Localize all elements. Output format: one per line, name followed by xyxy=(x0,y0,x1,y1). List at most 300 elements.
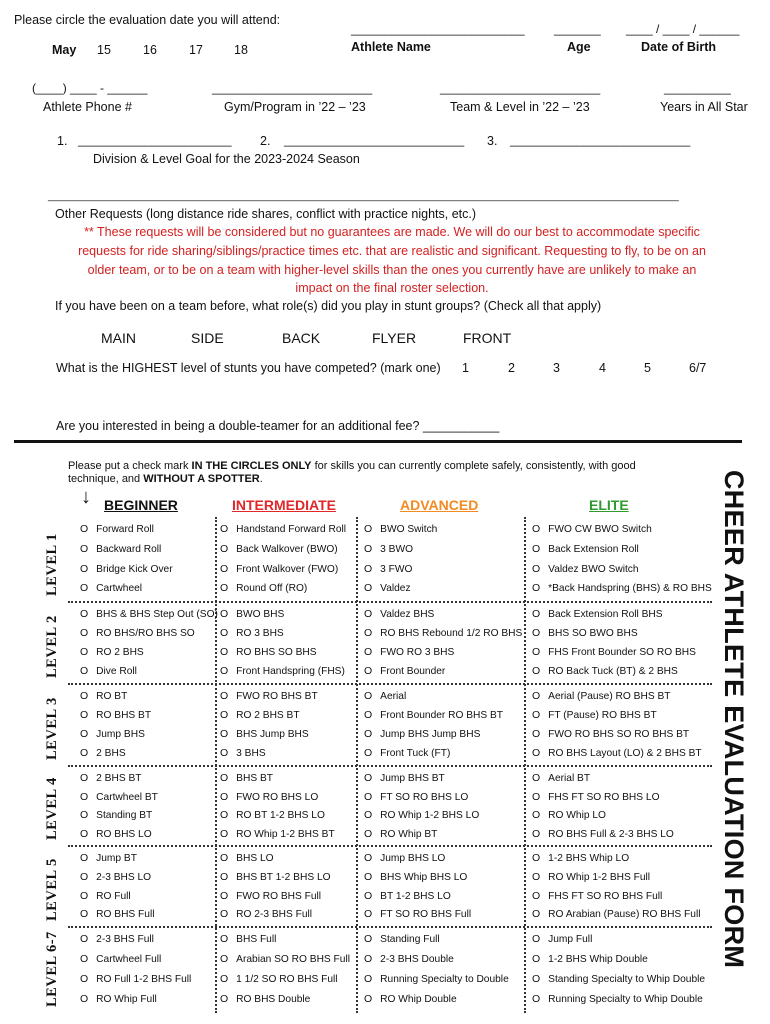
skill-item[interactable] xyxy=(364,582,411,594)
skill-item[interactable] xyxy=(220,852,274,864)
skill-label: Handstand Forward Roll xyxy=(236,524,347,535)
skill-item[interactable] xyxy=(220,953,350,965)
check-circle[interactable]: O xyxy=(80,747,89,759)
stunt-level-question: What is the HIGHEST level of stunts you have competed? (mark one) xyxy=(56,361,441,375)
role-main[interactable]: MAIN xyxy=(101,330,136,346)
skill-label: Jump BHS xyxy=(96,729,145,740)
skill-item[interactable] xyxy=(220,747,266,759)
skill-label: 3 FWO xyxy=(380,563,413,575)
skill-item[interactable] xyxy=(220,828,335,840)
skill-item[interactable] xyxy=(220,890,321,902)
check-circle[interactable]: O xyxy=(532,852,541,864)
skill-item[interactable] xyxy=(532,709,657,721)
check-circle[interactable]: O xyxy=(220,809,229,821)
check-circle[interactable]: O xyxy=(220,953,229,965)
requests-note-line-4: impact on the final roster selection. xyxy=(295,281,489,295)
skill-item[interactable] xyxy=(220,709,300,721)
skill-label: 2-3 BHS Double xyxy=(380,954,454,965)
date-option-18[interactable]: 18 xyxy=(234,43,248,57)
check-circle[interactable]: O xyxy=(364,908,373,921)
gym-field[interactable]: ________________________ xyxy=(212,81,373,95)
check-circle[interactable]: O xyxy=(80,646,89,658)
skill-label: 1-2 BHS Whip Double xyxy=(548,954,648,965)
skill-label: Bridge Kick Over xyxy=(96,563,173,575)
check-circle[interactable]: O xyxy=(80,933,89,945)
check-circle[interactable]: O xyxy=(532,993,541,1005)
level-label: LEVEL 6-7 xyxy=(44,931,60,1007)
check-circle[interactable]: O xyxy=(80,870,89,883)
role-flyer[interactable]: FLYER xyxy=(372,330,417,346)
check-circle[interactable]: O xyxy=(80,523,89,535)
check-circle[interactable]: O xyxy=(80,809,89,821)
check-circle[interactable]: O xyxy=(532,809,541,821)
check-circle[interactable]: O xyxy=(220,627,229,639)
check-circle[interactable]: O xyxy=(532,973,541,985)
check-circle[interactable]: O xyxy=(220,870,229,883)
skill-item[interactable] xyxy=(80,772,141,784)
skill-label: RO BHS Double xyxy=(236,994,311,1005)
check-circle[interactable]: O xyxy=(364,690,373,702)
skill-item[interactable] xyxy=(220,772,273,784)
check-circle[interactable]: O xyxy=(220,908,229,921)
skill-item[interactable] xyxy=(532,646,696,658)
check-circle[interactable]: O xyxy=(80,665,89,677)
skill-item[interactable] xyxy=(364,563,412,575)
check-circle[interactable]: O xyxy=(80,953,89,965)
skill-item[interactable] xyxy=(220,582,307,594)
skill-label: Front Walkover (FWO) xyxy=(236,563,339,575)
athlete-name-field[interactable]: __________________________ xyxy=(351,22,525,36)
check-circle[interactable]: O xyxy=(80,889,89,902)
check-circle[interactable]: O xyxy=(220,728,229,740)
check-circle[interactable]: O xyxy=(364,562,373,575)
check-circle[interactable]: O xyxy=(220,933,229,945)
skill-label: Jump BT xyxy=(96,853,137,864)
skill-label: FT SO RO BHS LO xyxy=(380,791,469,803)
check-circle[interactable]: O xyxy=(364,973,373,985)
check-circle[interactable]: O xyxy=(532,747,541,759)
check-circle[interactable]: O xyxy=(364,709,373,721)
skill-item[interactable] xyxy=(532,728,689,740)
requests-field[interactable]: ____________________________________________________________________________________________________________ xyxy=(48,190,679,202)
skill-label: RO BT xyxy=(96,691,128,702)
skill-item[interactable] xyxy=(80,852,137,864)
check-circle[interactable]: O xyxy=(220,827,229,840)
skill-item[interactable] xyxy=(80,523,154,535)
check-circle[interactable]: O xyxy=(364,953,373,965)
level-label: LEVEL 5 xyxy=(44,858,60,921)
skill-label: Jump BHS LO xyxy=(380,853,446,864)
stunt-level-5[interactable]: 5 xyxy=(644,361,651,375)
skill-label: BHS & BHS Step Out (SO) xyxy=(96,609,218,620)
skill-label: RO Whip 1-2 BHS LO xyxy=(380,810,480,821)
skill-item[interactable] xyxy=(80,665,137,677)
skill-label: FT SO RO BHS Full xyxy=(380,909,472,921)
check-circle[interactable]: O xyxy=(364,790,373,803)
skill-label: Running Specialty to Double xyxy=(380,974,509,985)
check-circle[interactable]: O xyxy=(364,809,373,821)
skill-label: RO BT 1-2 BHS LO xyxy=(236,810,325,821)
check-circle[interactable]: O xyxy=(80,827,89,840)
skill-item[interactable] xyxy=(364,772,445,784)
skills-instruction-line-2: technique, and WITHOUT A SPOTTER. xyxy=(68,473,263,485)
skill-item[interactable] xyxy=(364,543,413,555)
check-circle[interactable]: O xyxy=(532,772,541,784)
skill-label: Jump BHS BT xyxy=(380,773,445,784)
role-front[interactable]: FRONT xyxy=(463,330,512,346)
check-circle[interactable]: O xyxy=(364,993,373,1005)
skill-item[interactable] xyxy=(80,973,191,985)
skill-item[interactable] xyxy=(80,871,151,883)
skill-item[interactable] xyxy=(80,582,142,594)
check-circle[interactable]: O xyxy=(532,870,541,883)
check-circle[interactable]: O xyxy=(220,747,229,759)
skill-item[interactable] xyxy=(220,646,317,658)
role-back[interactable]: BACK xyxy=(282,330,321,346)
check-circle[interactable]: O xyxy=(80,542,89,555)
skill-item[interactable] xyxy=(220,809,325,821)
skill-item[interactable] xyxy=(80,908,154,920)
skill-item[interactable] xyxy=(220,871,331,883)
check-circle[interactable]: O xyxy=(532,933,541,945)
requests-label: Other Requests (long distance ride shares, conflict with practice nights, etc.) xyxy=(55,207,477,221)
check-circle[interactable]: O xyxy=(532,709,541,721)
check-circle[interactable]: O xyxy=(220,852,229,864)
skill-item[interactable] xyxy=(532,747,702,759)
skill-label: Aerial xyxy=(380,691,407,702)
skill-label: 3 BWO xyxy=(380,543,414,555)
skill-label: Jump BHS Jump BHS xyxy=(380,729,481,740)
skill-item[interactable] xyxy=(532,543,639,555)
check-circle[interactable]: O xyxy=(80,608,89,620)
stunt-level-2[interactable]: 2 xyxy=(508,361,515,375)
skill-item[interactable] xyxy=(80,709,151,721)
skill-label: RO BHS LO xyxy=(96,828,152,840)
check-circle[interactable]: O xyxy=(364,747,373,759)
skill-label: 2-3 BHS Full xyxy=(96,934,154,945)
check-circle[interactable]: O xyxy=(532,790,541,803)
skill-item[interactable] xyxy=(220,608,284,620)
skill-item[interactable] xyxy=(532,890,662,902)
check-circle[interactable]: O xyxy=(532,608,541,620)
skill-label: BHS BT xyxy=(236,773,273,784)
check-circle[interactable]: O xyxy=(532,542,541,555)
phone-label: Athlete Phone # xyxy=(43,100,132,114)
skill-label: Standing Full xyxy=(380,934,440,945)
stunt-level-6-7[interactable]: 6/7 xyxy=(689,361,707,375)
skill-item[interactable] xyxy=(532,665,678,677)
skill-item[interactable] xyxy=(220,523,346,535)
skill-item[interactable] xyxy=(80,809,152,821)
skill-item[interactable] xyxy=(364,953,454,965)
check-circle[interactable]: O xyxy=(364,542,373,555)
skill-item[interactable] xyxy=(364,933,440,945)
age-label: Age xyxy=(567,40,591,54)
skill-label: RO BHS Layout (LO) & 2 BHS BT xyxy=(548,748,702,759)
check-circle[interactable]: O xyxy=(220,993,229,1005)
check-circle[interactable]: O xyxy=(364,933,373,945)
check-circle[interactable]: O xyxy=(80,582,89,595)
skill-item[interactable] xyxy=(532,523,652,535)
level-label: LEVEL 3 xyxy=(44,697,60,760)
skill-item[interactable] xyxy=(364,646,454,658)
role-side[interactable]: SIDE xyxy=(191,330,224,346)
years-field[interactable]: __________ xyxy=(664,81,731,95)
skill-label: Aerial BT xyxy=(548,773,591,784)
skill-label: FWO RO BHS Full xyxy=(236,890,322,902)
skill-label: FWO CW BWO Switch xyxy=(548,524,652,535)
column-elite-header: ELITE xyxy=(589,497,629,513)
skill-item[interactable] xyxy=(532,582,712,594)
skill-item[interactable] xyxy=(364,690,406,702)
skill-label: RO Whip 1-2 BHS BT xyxy=(236,828,335,840)
check-circle[interactable]: O xyxy=(532,523,541,535)
check-circle[interactable]: O xyxy=(532,690,541,702)
skill-item[interactable] xyxy=(364,627,522,639)
stunt-level-1[interactable]: 1 xyxy=(462,361,469,375)
check-circle[interactable]: O xyxy=(220,709,229,721)
skill-item[interactable] xyxy=(532,791,660,803)
skill-item[interactable] xyxy=(220,908,312,920)
skill-label: RO BHS SO BHS xyxy=(236,647,317,658)
skill-label: 1 1/2 SO RO BHS Full xyxy=(236,974,338,985)
circle-date-prompt: Please circle the evaluation date you will attend: xyxy=(14,13,281,27)
dob-field[interactable]: ____ / ____ / ______ xyxy=(626,22,740,36)
check-circle[interactable]: O xyxy=(80,772,89,784)
skill-label: Valdez BHS xyxy=(380,609,435,620)
skill-item[interactable] xyxy=(80,890,131,902)
check-circle[interactable]: O xyxy=(220,889,229,902)
check-circle[interactable]: O xyxy=(80,993,89,1005)
check-circle[interactable]: O xyxy=(364,889,373,902)
skill-item[interactable] xyxy=(80,543,161,555)
skill-item[interactable] xyxy=(80,791,158,803)
date-option-16[interactable]: 16 xyxy=(143,43,157,57)
skill-item[interactable] xyxy=(220,665,345,677)
skill-label: RO Back Tuck (BT) & 2 BHS xyxy=(548,666,678,677)
goal-2-field[interactable]: ___________________________ xyxy=(284,133,465,147)
skill-label: Front Tuck (FT) xyxy=(380,748,451,759)
level-label: LEVEL 1 xyxy=(44,533,60,596)
skill-item[interactable] xyxy=(364,809,479,821)
check-circle[interactable]: O xyxy=(532,665,541,677)
check-circle[interactable]: O xyxy=(220,542,229,555)
phone-field[interactable]: (____) ____ - ______ xyxy=(32,81,148,95)
skill-label: 2 BHS xyxy=(96,748,126,759)
skill-item[interactable] xyxy=(220,728,309,740)
check-circle[interactable]: O xyxy=(532,953,541,965)
check-circle[interactable]: O xyxy=(364,523,373,535)
goal-3-field[interactable]: ___________________________ xyxy=(510,133,691,147)
check-circle[interactable]: O xyxy=(80,728,89,740)
skill-item[interactable] xyxy=(220,543,338,555)
skill-item[interactable] xyxy=(532,993,703,1005)
skill-item[interactable] xyxy=(364,665,445,677)
check-circle[interactable]: O xyxy=(532,646,541,658)
skill-label: BWO Switch xyxy=(380,524,438,535)
skill-item[interactable] xyxy=(532,953,648,965)
skill-item[interactable] xyxy=(532,563,639,575)
stunt-role-question: If you have been on a team before, what role(s) did you play in stunt groups? (Check all that apply) xyxy=(55,299,602,313)
skill-item[interactable] xyxy=(220,563,338,575)
check-circle[interactable]: O xyxy=(532,562,541,575)
skill-item[interactable] xyxy=(80,747,126,759)
skill-label: Running Specialty to Whip Double xyxy=(548,994,703,1005)
check-circle[interactable]: O xyxy=(364,627,373,639)
skill-label: 1-2 BHS Whip LO xyxy=(548,853,630,864)
skill-label: Round Off (RO) xyxy=(236,583,308,595)
column-advanced-header: ADVANCED xyxy=(400,497,479,513)
skill-item[interactable] xyxy=(80,690,127,702)
skill-label: Back Walkover (BWO) xyxy=(236,543,338,555)
skill-label: FWO RO BHS LO xyxy=(236,791,319,803)
check-circle[interactable]: O xyxy=(364,646,373,658)
skill-item[interactable] xyxy=(220,791,318,803)
team-label: Team & Level in ’22 – ’23 xyxy=(450,100,590,114)
skill-label: Forward Roll xyxy=(96,524,154,535)
team-field[interactable]: ________________________ xyxy=(440,81,601,95)
skill-label: Arabian SO RO BHS Full xyxy=(236,954,350,965)
skill-item[interactable] xyxy=(220,690,318,702)
check-circle[interactable]: O xyxy=(364,608,373,620)
skill-label: Standing BT xyxy=(96,810,153,821)
check-circle[interactable]: O xyxy=(80,973,89,985)
skill-item[interactable] xyxy=(364,871,467,883)
date-option-15[interactable]: 15 xyxy=(97,43,111,57)
check-circle[interactable]: O xyxy=(532,827,541,840)
skill-label: FWO RO BHS BT xyxy=(236,691,318,702)
skill-item[interactable] xyxy=(532,852,629,864)
check-circle[interactable]: O xyxy=(80,562,89,575)
check-circle[interactable]: O xyxy=(532,582,541,595)
skill-item[interactable] xyxy=(364,709,503,721)
skill-label: 2 BHS BT xyxy=(96,773,142,784)
skill-label: Standing Specialty to Whip Double xyxy=(548,974,706,985)
check-circle[interactable]: O xyxy=(220,772,229,784)
skill-item[interactable] xyxy=(364,908,471,920)
skill-label: 2-3 BHS LO xyxy=(96,871,152,883)
check-circle[interactable]: O xyxy=(80,852,89,864)
check-circle[interactable]: O xyxy=(220,562,229,575)
athlete-name-label: Athlete Name xyxy=(351,40,431,54)
skill-item[interactable] xyxy=(532,809,606,821)
check-circle[interactable]: O xyxy=(532,627,541,639)
skill-item[interactable] xyxy=(364,523,437,535)
skill-item[interactable] xyxy=(532,828,674,840)
stunt-level-3[interactable]: 3 xyxy=(553,361,560,375)
check-circle[interactable]: O xyxy=(220,608,229,620)
skill-item[interactable] xyxy=(364,791,468,803)
check-circle[interactable]: O xyxy=(80,790,89,803)
check-circle[interactable]: O xyxy=(364,665,373,677)
check-circle[interactable]: O xyxy=(364,772,373,784)
skill-label: BHS BT 1-2 BHS LO xyxy=(236,871,331,883)
skill-item[interactable] xyxy=(532,908,700,920)
skill-label: Cartwheel xyxy=(96,583,143,595)
skill-item[interactable] xyxy=(80,646,144,658)
skill-item[interactable] xyxy=(532,627,638,639)
check-circle[interactable]: O xyxy=(220,523,229,535)
check-circle[interactable]: O xyxy=(220,690,229,702)
skill-label: RO Whip Double xyxy=(380,994,457,1005)
check-circle[interactable]: O xyxy=(80,908,89,921)
age-field[interactable]: _______ xyxy=(554,22,601,36)
double-teamer-question[interactable]: Are you interested in being a double-teamer for an additional fee? ___________ xyxy=(56,419,500,433)
check-circle[interactable]: O xyxy=(364,582,373,595)
goal-label: Division & Level Goal for the 2023-2024 Season xyxy=(93,152,360,166)
skill-label: FHS FT SO RO BHS LO xyxy=(548,791,660,803)
skill-item[interactable] xyxy=(364,828,437,840)
skill-item[interactable] xyxy=(532,973,705,985)
check-circle[interactable]: O xyxy=(364,852,373,864)
skill-item[interactable] xyxy=(80,828,152,840)
skill-item[interactable] xyxy=(220,993,310,1005)
skill-item[interactable] xyxy=(364,973,509,985)
goal-3-number: 3. xyxy=(487,134,498,148)
skill-item[interactable] xyxy=(532,690,670,702)
skill-label: Jump Full xyxy=(548,934,593,945)
skill-item[interactable] xyxy=(220,627,284,639)
skill-item[interactable] xyxy=(532,871,650,883)
skill-label: RO BHS Full xyxy=(96,909,155,921)
check-circle[interactable]: O xyxy=(364,870,373,883)
skill-item[interactable] xyxy=(220,933,276,945)
skill-label: *Back Handspring (BHS) & RO BHS xyxy=(548,583,712,595)
check-circle[interactable]: O xyxy=(220,582,229,595)
skill-item[interactable] xyxy=(80,933,154,945)
check-circle[interactable]: O xyxy=(80,690,89,702)
skill-item[interactable] xyxy=(80,608,218,620)
check-circle[interactable]: O xyxy=(220,665,229,677)
skill-item[interactable] xyxy=(364,747,450,759)
skill-item[interactable] xyxy=(364,852,445,864)
skill-item[interactable] xyxy=(364,728,480,740)
skill-label: RO 2 BHS xyxy=(96,647,144,658)
check-circle[interactable]: O xyxy=(532,889,541,902)
skill-item[interactable] xyxy=(364,993,457,1005)
column-beginner-header: BEGINNER xyxy=(104,497,178,513)
check-circle[interactable]: O xyxy=(532,728,541,740)
goal-1-field[interactable]: _______________________ xyxy=(78,133,232,147)
skill-item[interactable] xyxy=(364,890,451,902)
check-circle[interactable]: O xyxy=(364,728,373,740)
skill-item[interactable] xyxy=(80,563,173,575)
date-option-17[interactable]: 17 xyxy=(189,43,203,57)
check-circle[interactable]: O xyxy=(364,827,373,840)
check-circle[interactable]: O xyxy=(220,646,229,658)
check-circle[interactable]: O xyxy=(532,908,541,921)
skill-item[interactable] xyxy=(532,933,592,945)
check-circle[interactable]: O xyxy=(220,973,229,985)
skill-item[interactable] xyxy=(220,973,338,985)
month-label: May xyxy=(52,43,77,57)
skill-item[interactable] xyxy=(532,772,590,784)
skill-item[interactable] xyxy=(80,953,161,965)
years-label: Years in All Star xyxy=(660,100,748,114)
skill-label: FHS Front Bounder SO RO BHS xyxy=(548,647,696,658)
check-circle[interactable]: O xyxy=(80,627,89,639)
skill-label: RO BHS Full & 2-3 BHS LO xyxy=(548,828,674,840)
check-circle[interactable]: O xyxy=(80,709,89,721)
skill-item[interactable] xyxy=(80,627,195,639)
skill-item[interactable] xyxy=(364,608,434,620)
skill-item[interactable] xyxy=(80,993,157,1005)
skill-label: FT (Pause) RO BHS BT xyxy=(548,710,657,721)
stunt-level-4[interactable]: 4 xyxy=(599,361,606,375)
check-circle[interactable]: O xyxy=(220,790,229,803)
skill-item[interactable] xyxy=(80,728,145,740)
skill-item[interactable] xyxy=(532,608,663,620)
